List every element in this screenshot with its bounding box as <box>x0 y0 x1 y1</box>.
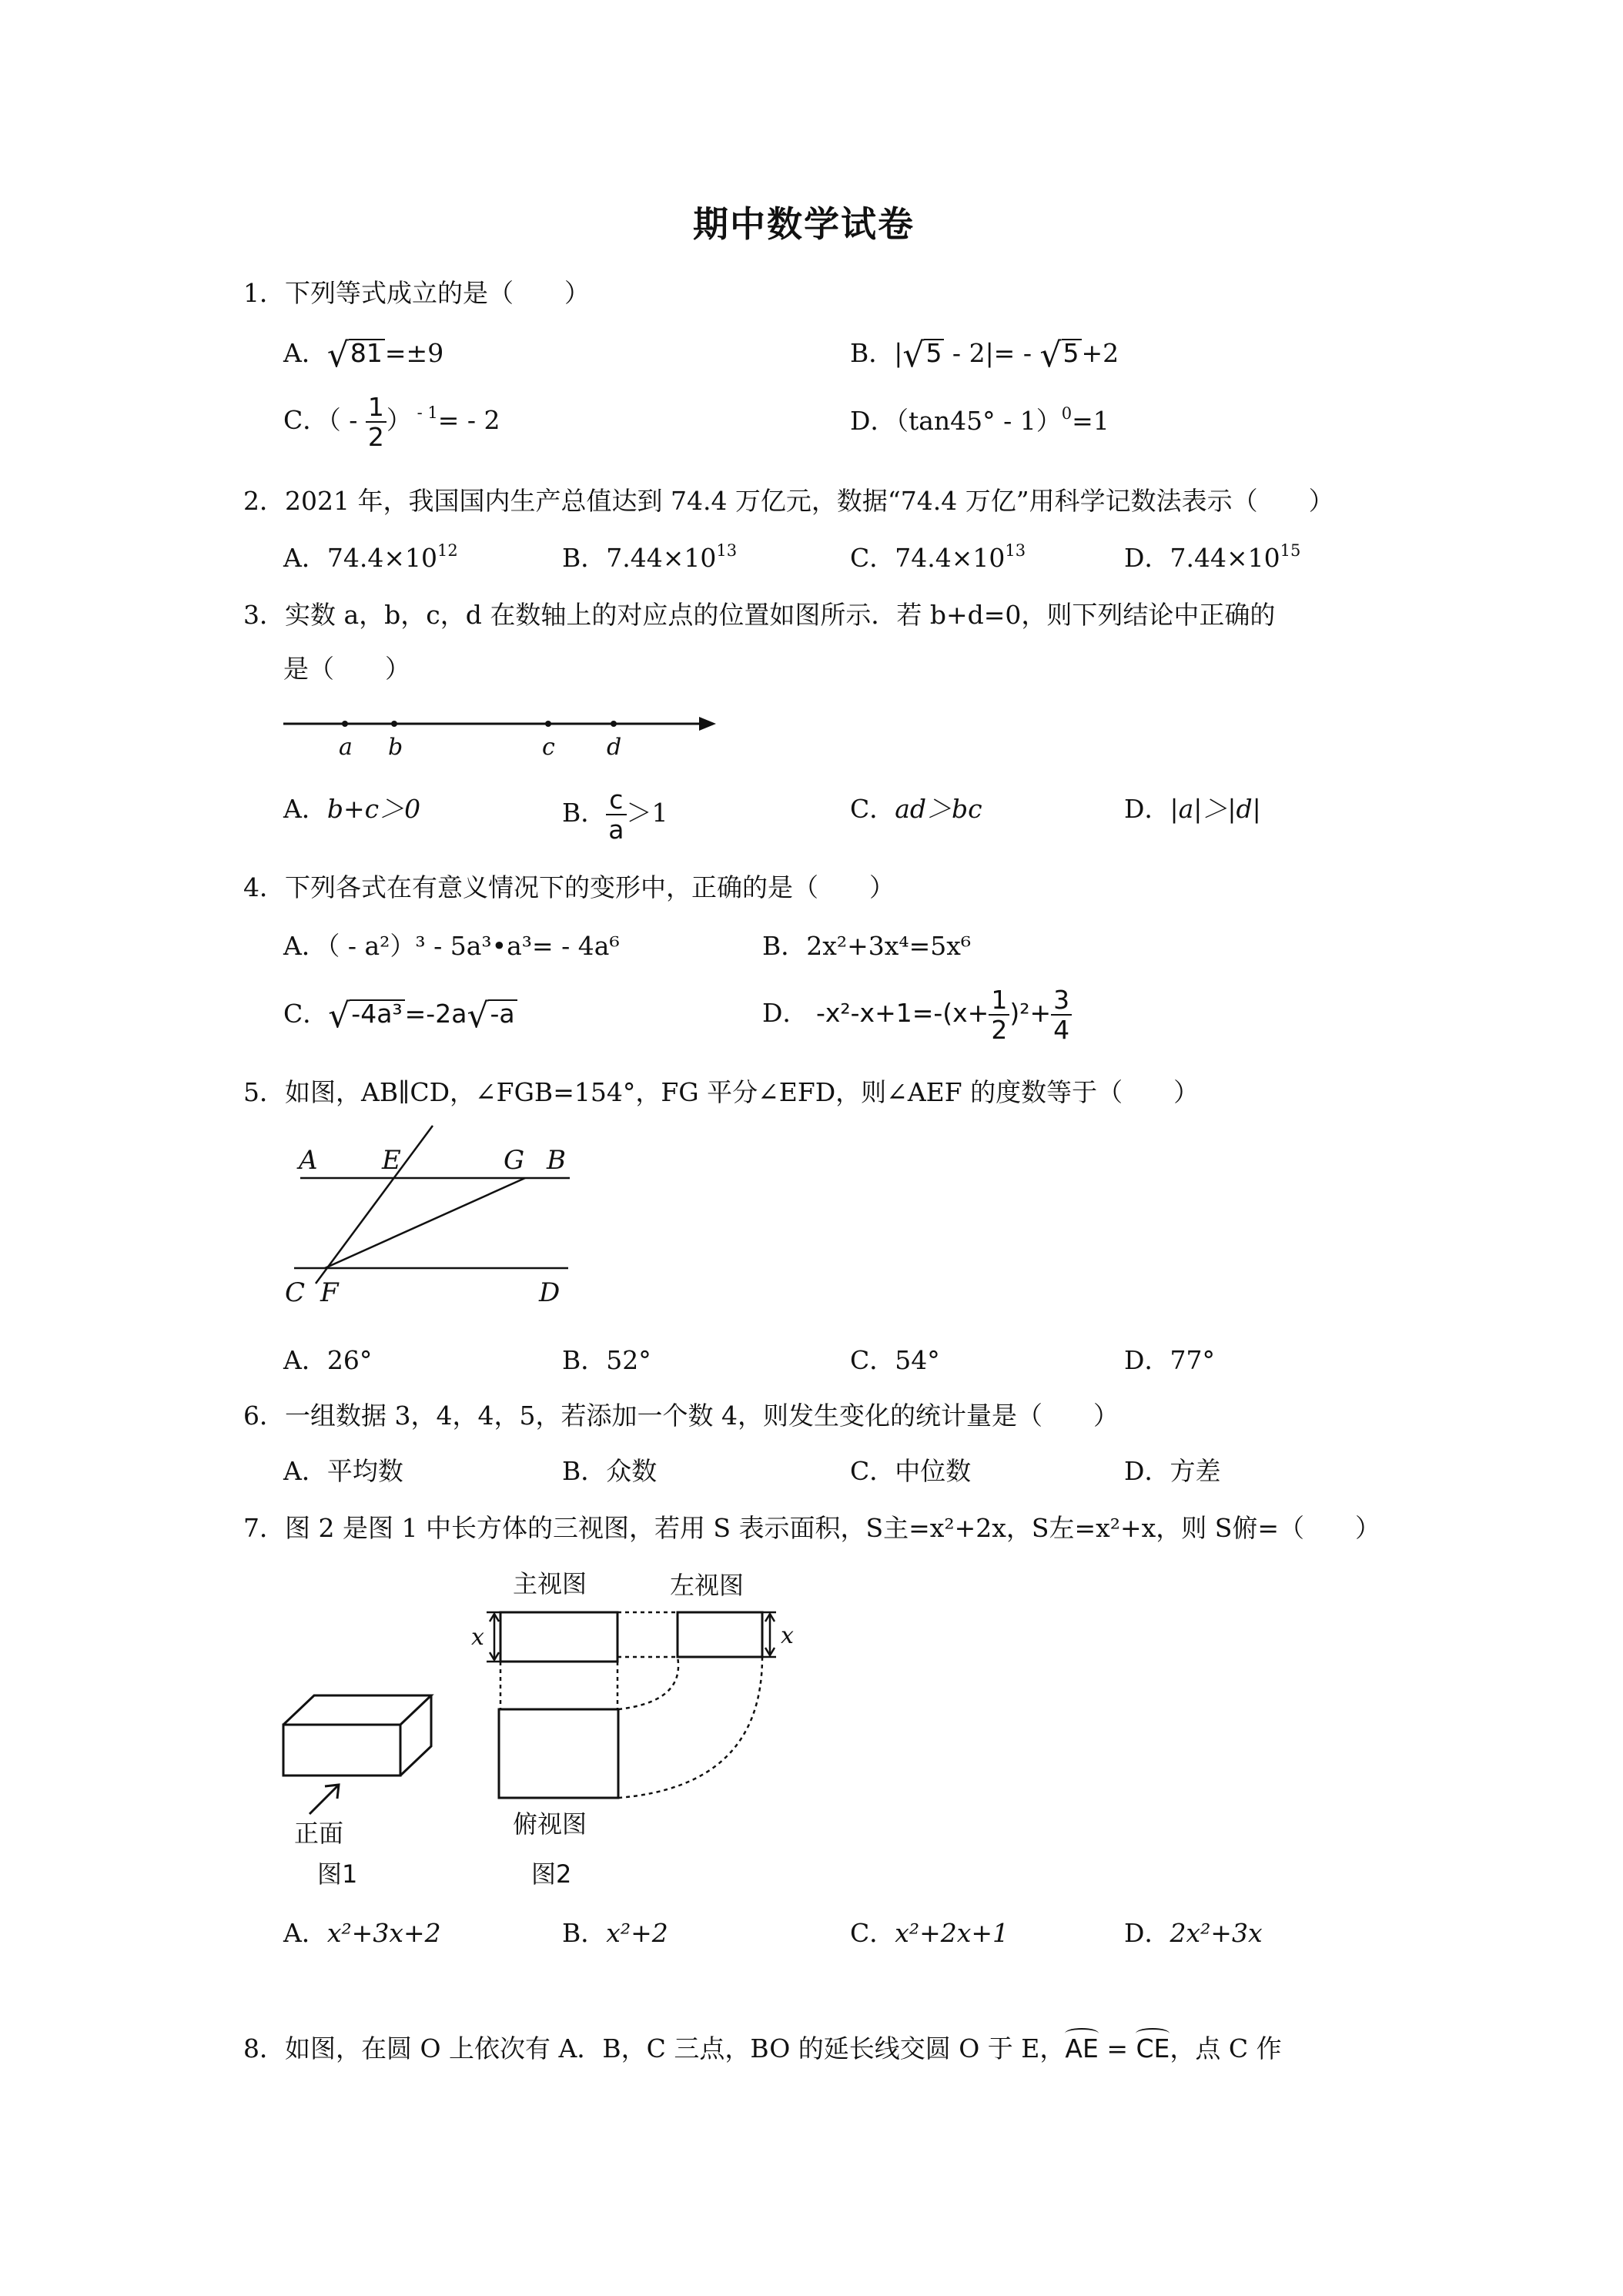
q2-c-exp: 13 <box>1005 541 1026 560</box>
q4-d-pre: -x²-x+1=-(x+ <box>815 998 989 1028</box>
q1-d-rhs: =1 <box>1072 406 1109 436</box>
q4-d-fraction1 <box>989 987 1009 1043</box>
q1-c-close: ） <box>386 405 412 435</box>
q1-a-rhs: =±9 <box>384 338 444 368</box>
q4-option-b[interactable] <box>762 933 971 959</box>
q4-c-radicand2: -a <box>488 999 517 1026</box>
label-A: A <box>299 1145 318 1176</box>
q3-option-d[interactable] <box>1124 796 1261 822</box>
label-C: C <box>285 1277 306 1308</box>
q1-stem: 1．下列等式成立的是（ ） <box>243 278 590 308</box>
q4-option-a[interactable] <box>283 933 620 959</box>
arrow-head-icon <box>699 717 716 731</box>
q5-b-text: 52° <box>606 1345 651 1375</box>
q5-c-text: 54° <box>895 1345 940 1375</box>
page-title: 期中数学试卷 <box>693 203 915 245</box>
option-label: D． <box>1124 794 1170 824</box>
option-label: C． <box>850 1456 895 1486</box>
q2-c-base: 74.4×10 <box>895 543 1006 573</box>
q6-option-c[interactable] <box>850 1458 971 1484</box>
option-label: B． <box>562 1345 607 1375</box>
denominator: a <box>608 815 624 845</box>
dimension-x-left <box>762 1612 776 1657</box>
main-view-label: 主视图 <box>513 1569 587 1598</box>
q4-stem: 4．下列各式在有意义情况下的变形中，正确的是（ ） <box>243 872 895 902</box>
x-label-left: x <box>781 1622 794 1649</box>
option-label: A． <box>283 794 327 824</box>
q3-a-text: b+c＞0 <box>326 794 421 824</box>
sqrt-icon: √ <box>1039 336 1062 375</box>
option-label: B． <box>562 543 607 573</box>
option-label: D． <box>850 406 896 436</box>
q7-three-views-figure <box>277 1563 832 1894</box>
left-view-label: 左视图 <box>670 1571 745 1600</box>
option-label: C． <box>850 543 895 573</box>
q3-b-fraction <box>606 785 626 845</box>
option-label: A． <box>283 1456 327 1486</box>
option-label: C． <box>283 999 329 1029</box>
q2-option-b[interactable] <box>562 541 738 573</box>
q3-option-c[interactable] <box>850 796 982 822</box>
cuboid <box>283 1695 431 1776</box>
fig2-label: 图2 <box>531 1859 572 1889</box>
option-label: B． <box>562 798 607 828</box>
label-E: E <box>382 1145 401 1176</box>
q2-option-a[interactable] <box>283 541 458 573</box>
option-label: A． <box>283 338 327 368</box>
q6-option-d[interactable] <box>1124 1458 1220 1484</box>
q1-b-pre: | <box>894 338 903 368</box>
q3-stem-line2: 是（ ） <box>283 654 410 684</box>
q4-d-fraction2 <box>1051 987 1072 1043</box>
point-d <box>611 721 617 727</box>
q1-c-rhs: = - 2 <box>437 405 500 435</box>
q4-option-c[interactable] <box>283 996 517 1036</box>
x-label-main: x <box>471 1624 484 1651</box>
q7-d-text: 2x²+3x <box>1170 1918 1263 1948</box>
fig1-label: 图1 <box>317 1859 358 1889</box>
point-c <box>545 721 551 727</box>
q5-option-c[interactable] <box>850 1347 940 1373</box>
q1-b-radicand2: 5 <box>1062 339 1082 366</box>
option-label: A． <box>283 1345 327 1375</box>
line-fg <box>325 1178 525 1268</box>
q5-stem: 5．如图，AB∥CD，∠FGB=154°，FG 平分∠EFD，则∠AEF 的度数等于（ ） <box>243 1077 1200 1107</box>
option-label: D． <box>1124 1918 1170 1948</box>
label-d: d <box>607 734 622 761</box>
arc-ce: CE <box>1136 2033 1170 2063</box>
q2-option-d[interactable] <box>1124 541 1301 573</box>
option-label: B． <box>562 1918 607 1948</box>
option-label: C． <box>850 794 895 824</box>
option-label: A． <box>283 1918 327 1948</box>
point-b <box>391 721 397 727</box>
q8-equals: = <box>1106 2033 1128 2063</box>
q1-option-a[interactable] <box>283 336 444 375</box>
label-a: a <box>339 734 353 761</box>
q5-option-d[interactable] <box>1124 1347 1215 1373</box>
q1-b-radicand1: 5 <box>924 339 944 366</box>
q5-a-text: 26° <box>326 1345 373 1375</box>
projection-dashed-lines <box>500 1612 762 1798</box>
q1-d-exponent: 0 <box>1061 404 1073 423</box>
q7-option-d[interactable] <box>1124 1920 1263 1946</box>
q1-option-d[interactable] <box>850 404 1109 436</box>
line-ef <box>316 1126 433 1284</box>
q6-b-text: 众数 <box>606 1456 658 1486</box>
q1-option-b[interactable] <box>850 336 1119 375</box>
q3-option-a[interactable] <box>283 796 420 822</box>
dimension-x-main <box>487 1612 500 1662</box>
q7-option-b[interactable] <box>562 1920 668 1946</box>
label-F: F <box>320 1277 339 1308</box>
denominator: 2 <box>991 1015 1008 1045</box>
q4-option-d[interactable] <box>762 987 1072 1043</box>
q1-option-c[interactable] <box>283 394 500 450</box>
q2-b-exp: 13 <box>716 541 738 560</box>
denominator: 4 <box>1053 1015 1070 1045</box>
arc-ae: AE <box>1065 2033 1099 2063</box>
sqrt-icon: √ <box>467 996 489 1036</box>
label-G: G <box>504 1145 525 1176</box>
option-label: A． <box>283 543 327 573</box>
option-label: D． <box>1124 1456 1170 1486</box>
option-label: D． <box>1124 1345 1170 1375</box>
option-label: D． <box>762 998 808 1028</box>
q2-d-exp: 15 <box>1280 541 1301 560</box>
q2-a-exp: 12 <box>437 541 458 560</box>
label-c: c <box>542 734 555 761</box>
option-label: A． <box>283 931 327 961</box>
q8-stem-pre: 8．如图，在圆 O 上依次有 A．B，C 三点，BO 的延长线交圆 O 于 E， <box>243 2033 1066 2063</box>
q3-d-text: |a|＞|d| <box>1170 794 1261 824</box>
q1-c-fraction <box>366 394 387 450</box>
q2-d-base: 7.44×10 <box>1170 543 1280 573</box>
top-view-rect <box>499 1709 618 1798</box>
q4-c-mid: =-2a <box>404 999 467 1029</box>
q6-stem: 6．一组数据 3，4，4，5，若添加一个数 4，则发生变化的统计量是（ ） <box>243 1401 1119 1431</box>
option-label: B． <box>762 931 807 961</box>
sqrt-icon: √ <box>902 336 925 375</box>
label-D: D <box>539 1277 561 1308</box>
option-label: B． <box>850 338 895 368</box>
front-label: 正面 <box>294 1819 344 1848</box>
point-a <box>342 721 348 727</box>
q8-stem-post: ，点 C 作 <box>1170 2033 1282 2063</box>
q4-a-text: （ - a²）³ - 5a³•a³= - 4a⁶ <box>326 931 620 961</box>
q7-c-text: x²+2x+1 <box>895 1918 1009 1948</box>
q5-d-text: 77° <box>1170 1345 1215 1375</box>
q5-parallel-lines-figure <box>285 1124 593 1317</box>
q7-option-a[interactable] <box>283 1920 441 1946</box>
q7-option-c[interactable] <box>850 1920 1009 1946</box>
q4-d-mid: )²+ <box>1009 998 1052 1028</box>
numerator: 1 <box>366 394 387 423</box>
q4-b-text: 2x²+3x⁴=5x⁶ <box>806 931 972 961</box>
sqrt-icon: √ <box>326 336 349 375</box>
q4-c-radicand1: -4a³ <box>350 999 404 1026</box>
q6-option-b[interactable] <box>562 1458 657 1484</box>
q7-stem: 7．图 2 是图 1 中长方体的三视图，若用 S 表示面积，S主=x²+2x，S左=x²+x，则 S俯=（ ） <box>243 1513 1380 1543</box>
label-B: B <box>547 1145 566 1176</box>
q3-number-line <box>277 701 724 762</box>
q3-c-text: ad＞bc <box>895 794 982 824</box>
q2-option-c[interactable] <box>850 541 1026 573</box>
q2-stem: 2．2021 年，我国国内生产总值达到 74.4 万亿元，数据“74.4 万亿”用科学记数法表示（ ） <box>243 486 1334 516</box>
q6-a-text: 平均数 <box>326 1456 403 1486</box>
q1-a-radicand: 81 <box>349 339 385 366</box>
sqrt-icon: √ <box>328 996 350 1036</box>
numerator: 1 <box>989 987 1009 1016</box>
top-view-label: 俯视图 <box>513 1809 587 1839</box>
q3-stem-line1: 3．实数 a，b，c，d 在数轴上的对应点的位置如图所示．若 b+d=0，则下列结论中正确的 <box>243 600 1276 630</box>
q6-d-text: 方差 <box>1170 1456 1221 1486</box>
option-label: B． <box>562 1456 607 1486</box>
q2-a-base: 74.4×10 <box>326 543 437 573</box>
q1-b-post: +2 <box>1081 338 1119 368</box>
main-view-rect <box>500 1612 617 1662</box>
q6-c-text: 中位数 <box>895 1456 972 1486</box>
q1-d-body: （tan45° - 1） <box>895 406 1062 436</box>
arrow-icon <box>310 1785 339 1814</box>
q5-option-b[interactable] <box>562 1347 651 1373</box>
q3-option-b[interactable] <box>562 785 668 845</box>
denominator: 2 <box>367 422 384 452</box>
option-label: C． <box>850 1918 895 1948</box>
q1-b-mid: - 2|= - <box>944 338 1040 368</box>
numerator: c <box>606 787 626 815</box>
option-label: D． <box>1124 543 1170 573</box>
label-b: b <box>388 734 403 761</box>
q2-b-base: 7.44×10 <box>606 543 717 573</box>
q1-c-exponent: - 1 <box>411 403 438 422</box>
q7-b-text: x²+2 <box>606 1918 668 1948</box>
q3-b-rhs: ＞1 <box>626 798 668 828</box>
numerator: 3 <box>1051 987 1072 1016</box>
option-label: C． <box>850 1345 895 1375</box>
q1-c-open: （ - <box>328 405 366 435</box>
q7-a-text: x²+3x+2 <box>326 1918 441 1948</box>
q5-option-a[interactable] <box>283 1347 372 1373</box>
q6-option-a[interactable] <box>283 1458 403 1484</box>
q8-stem <box>243 2033 1282 2063</box>
left-view-rect <box>678 1612 762 1657</box>
option-label: C． <box>283 405 329 435</box>
